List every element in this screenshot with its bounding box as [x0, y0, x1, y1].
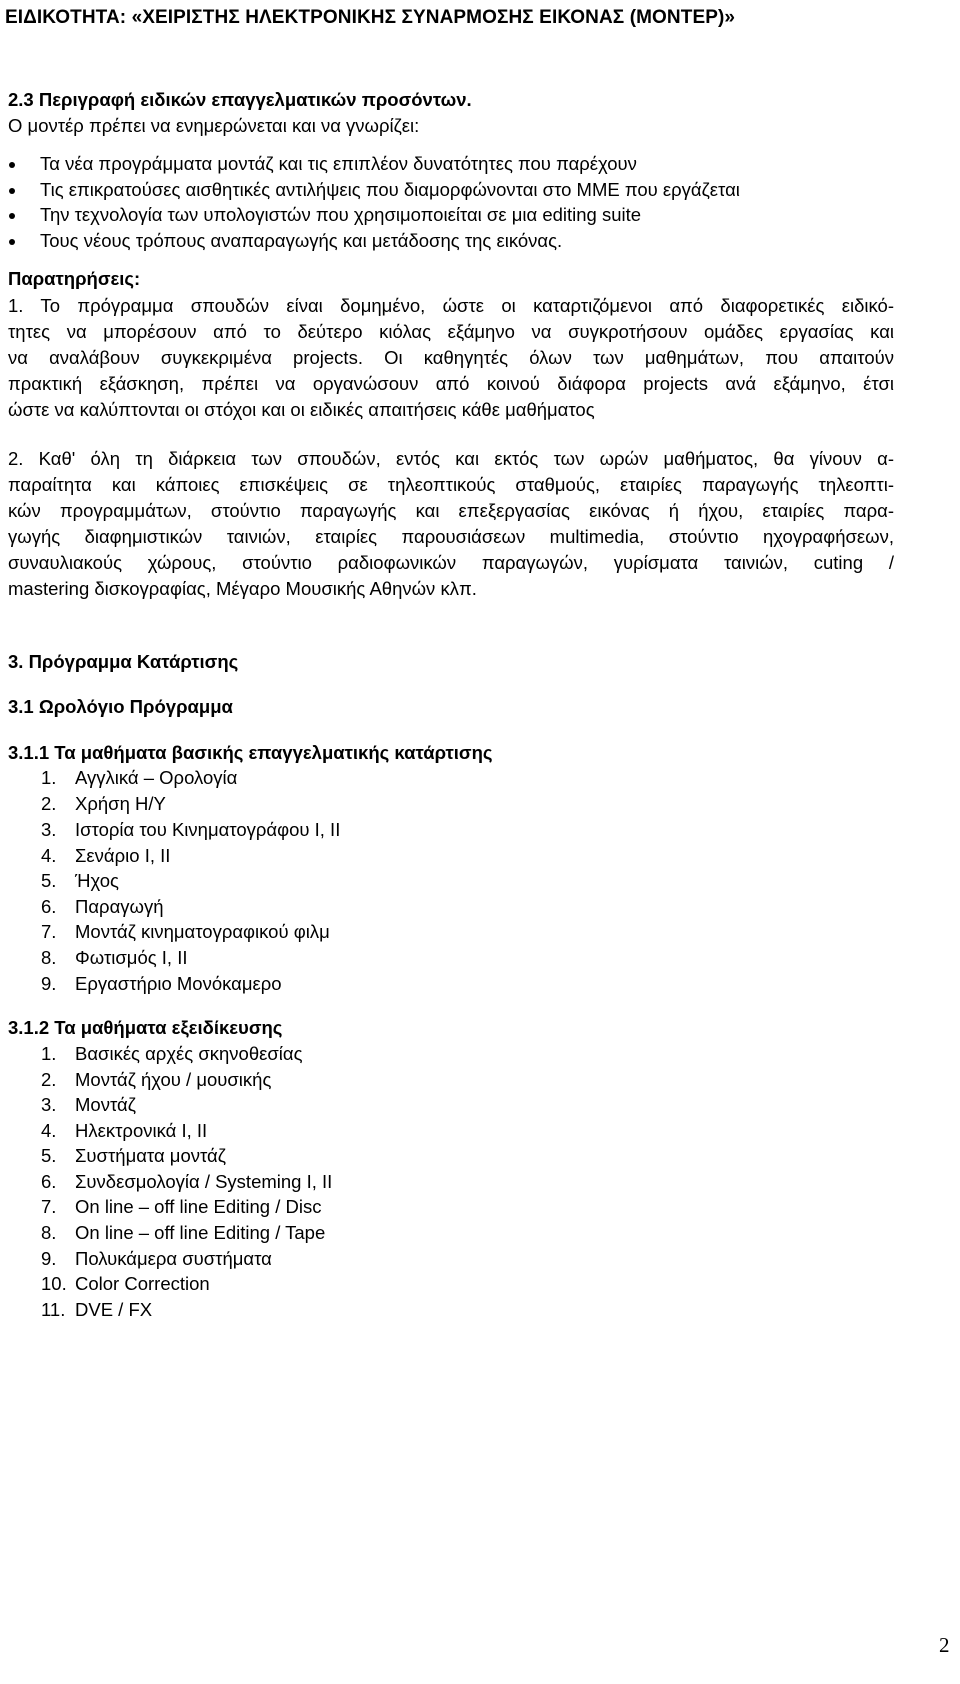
- item-text: Σενάριο Ι, ΙΙ: [75, 845, 171, 866]
- item-number: 5.: [41, 870, 57, 891]
- item-number: 5.: [41, 1145, 57, 1166]
- note-2-line: 2. Καθ' όλη τη διάρκεια των σπουδών, εντός και εκτός των ωρών μαθήματος, θα γίνουν α-: [8, 448, 894, 469]
- note-2-line: mastering δισκογραφίας, Μέγαρο Μουσικής Αθηνών κλπ.: [8, 578, 477, 599]
- item-text: On line – off line Editing / Disc: [75, 1196, 322, 1217]
- observation-note-2: [8, 446, 894, 602]
- document-header-title: ΕΙΔΙΚΟΤΗΤΑ: «ΧΕΙΡΙΣΤΗΣ ΗΛΕΚΤΡΟΝΙΚΗΣ ΣΥΝΑΡΜΟΣΗΣ ΕΙΚΟΝΑΣ (ΜΟΝΤΕΡ)»: [5, 7, 736, 28]
- item-text: Παραγωγή: [75, 896, 164, 917]
- specialization-course-item: [41, 1094, 136, 1115]
- item-number: 1.: [41, 767, 57, 788]
- item-number: 2.: [41, 1069, 57, 1090]
- specialization-course-item: [41, 1043, 303, 1064]
- item-number: 3.: [41, 1094, 57, 1115]
- item-number: 11.: [41, 1299, 66, 1320]
- note-1-line: ώστε να καλύπτονται οι στόχοι και οι ειδικές απαιτήσεις κάθε μαθήματος: [8, 399, 595, 420]
- section-3-heading: 3. Πρόγραμμα Κατάρτισης: [8, 651, 239, 672]
- section-3-1-1-heading: 3.1.1 Τα μαθήματα βασικής επαγγελματικής κατάρτισης: [8, 742, 493, 763]
- item-text: Μοντάζ: [75, 1094, 136, 1115]
- item-number: 2.: [41, 793, 57, 814]
- section-2-3-intro: Ο μοντέρ πρέπει να ενημερώνεται και να γνωρίζει:: [8, 115, 420, 136]
- item-number: 8.: [41, 947, 57, 968]
- basic-course-item: [41, 870, 119, 891]
- specialization-course-item: [41, 1299, 153, 1320]
- item-text: Συνδεσμολογία / Systeming Ι, ΙΙ: [75, 1171, 333, 1192]
- item-text: Πολυκάμερα συστήματα: [75, 1248, 272, 1269]
- note-1-line: τητες να μπορέσουν από το δεύτερο κιόλας εξάμηνο να συγκροτήσουν ομάδες εργασίας και: [8, 321, 894, 342]
- page-number: 2: [939, 1633, 950, 1657]
- item-text: Color Correction: [75, 1273, 210, 1294]
- basic-course-item: [41, 921, 330, 942]
- basic-course-item: [41, 767, 238, 788]
- bullet-dot-icon: [9, 162, 15, 168]
- item-text: Συστήματα μοντάζ: [75, 1145, 226, 1166]
- note-2-line: παραίτητα και κάποιες επισκέψεις σε τηλεοπτικούς σταθμούς, εταιρίες παραγωγής τηλεοπτι-: [8, 474, 894, 495]
- observations-heading: Παρατηρήσεις:: [8, 268, 141, 289]
- item-text: Ηλεκτρονικά Ι, ΙΙ: [75, 1120, 208, 1141]
- basic-course-item: [41, 845, 171, 866]
- section-3-1-heading: 3.1 Ωρολόγιο Πρόγραμμα: [8, 696, 233, 717]
- item-number: 4.: [41, 845, 57, 866]
- item-text: Αγγλικά – Ορολογία: [75, 767, 238, 788]
- note-2-line: γωγής διαφημιστικών ταινιών, εταιρίες παρουσιάσεων multimedia, στούντιο ηχογραφήσεων,: [8, 526, 894, 547]
- specialization-course-item: [41, 1171, 333, 1192]
- item-text: Μοντάζ κινηματογραφικού φιλμ: [75, 921, 330, 942]
- item-number: 6.: [41, 1171, 57, 1192]
- item-text: Φωτισμός Ι, ΙΙ: [75, 947, 188, 968]
- basic-course-item: [41, 896, 164, 917]
- item-number: 9.: [41, 973, 57, 994]
- bullet-text: Τις επικρατούσες αισθητικές αντιλήψεις που διαμορφώνονται στο ΜΜΕ που εργάζεται: [40, 179, 740, 200]
- basic-course-item: [41, 973, 282, 994]
- note-1-line: να αναλάβουν συγκεκριμένα projects. Οι καθηγητές όλων των μαθημάτων, που απαιτούν: [8, 347, 894, 368]
- observation-note-1: [8, 293, 894, 423]
- bullet-item: [40, 181, 740, 200]
- item-text: Χρήση Η/Υ: [75, 793, 166, 814]
- basic-course-item: [41, 793, 166, 814]
- item-text: Μοντάζ ήχου / μουσικής: [75, 1069, 272, 1090]
- item-number: 4.: [41, 1120, 57, 1141]
- item-text: Εργαστήριο Μονόκαμερο: [75, 973, 282, 994]
- specialization-course-item: [41, 1248, 272, 1269]
- item-text: DVE / FX: [75, 1299, 153, 1320]
- item-text: Βασικές αρχές σκηνοθεσίας: [75, 1043, 303, 1064]
- item-number: 10.: [41, 1273, 67, 1294]
- bullet-item: [40, 206, 641, 225]
- bullet-item: [40, 232, 562, 251]
- item-number: 6.: [41, 896, 57, 917]
- specialization-course-item: [41, 1120, 208, 1141]
- item-text: Ήχος: [75, 870, 119, 891]
- bullet-text: Τα νέα προγράμματα μοντάζ και τις επιπλέον δυνατότητες που παρέχουν: [40, 153, 637, 174]
- item-text: On line – off line Editing / Tape: [75, 1222, 326, 1243]
- bullet-dot-icon: [9, 188, 15, 194]
- bullet-dot-icon: [9, 213, 15, 219]
- item-number: 9.: [41, 1248, 57, 1269]
- basic-course-item: [41, 947, 188, 968]
- section-3-1-2-heading: 3.1.2 Τα μαθήματα εξειδίκευσης: [8, 1017, 283, 1038]
- item-number: 8.: [41, 1222, 57, 1243]
- specialization-course-item: [41, 1273, 210, 1294]
- item-number: 7.: [41, 1196, 57, 1217]
- note-2-line: συναυλιακούς χώρους, στούντιο ραδιοφωνικών παραγωγών, γυρίσματα ταινιών, cuting /: [8, 552, 894, 573]
- item-text: Ιστορία του Κινηματογράφου Ι, ΙΙ: [75, 819, 341, 840]
- specialization-course-item: [41, 1196, 322, 1217]
- item-number: 7.: [41, 921, 57, 942]
- bullet-text: Τους νέους τρόπους αναπαραγωγής και μετάδοσης της εικόνας.: [40, 230, 563, 251]
- section-2-3-heading: 2.3 Περιγραφή ειδικών επαγγελματικών προσόντων.: [8, 89, 472, 110]
- note-1-line: πρακτική εξάσκηση, πρέπει να οργανώσουν από κοινού διάφορα projects ανά εξάμηνο, έτσι: [8, 373, 894, 394]
- specialization-course-item: [41, 1145, 226, 1166]
- item-number: 3.: [41, 819, 57, 840]
- note-1-line: 1. Το πρόγραμμα σπουδών είναι δομημένο, ώστε οι καταρτιζόμενοι από διαφορετικές ειδικό-: [8, 295, 894, 316]
- bullet-dot-icon: [9, 239, 15, 245]
- bullet-item: [40, 155, 637, 174]
- specialization-course-item: [41, 1069, 272, 1090]
- bullet-text: Την τεχνολογία των υπολογιστών που χρησιμοποιείται σε μια editing suite: [40, 204, 642, 225]
- basic-course-item: [41, 819, 341, 840]
- specialization-course-item: [41, 1222, 326, 1243]
- note-2-line: κών προγραμμάτων, στούντιο παραγωγής και επεξεργασίας εικόνας ή ήχου, εταιρίες παρα-: [8, 500, 894, 521]
- item-number: 1.: [41, 1043, 57, 1064]
